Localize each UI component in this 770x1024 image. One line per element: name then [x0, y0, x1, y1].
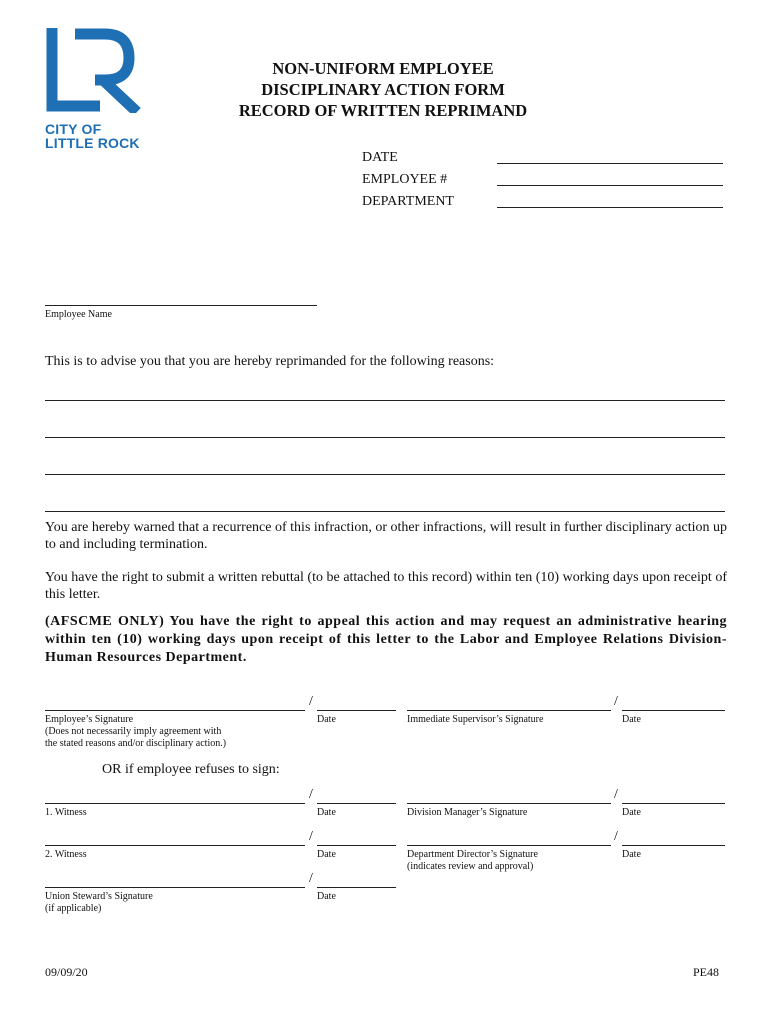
city-logo [45, 28, 145, 151]
logo-line-1: CITY OF [45, 121, 102, 137]
date-label: Date [622, 714, 641, 725]
date-label: Date [317, 891, 336, 902]
witness-1-date-field[interactable] [317, 803, 396, 804]
department-director-signature-note: (indicates review and approval) [407, 861, 534, 872]
union-steward-signature-note: (if applicable) [45, 903, 102, 914]
slash-separator: / [614, 787, 618, 802]
date-label: Date [317, 849, 336, 860]
slash-separator: / [309, 871, 313, 886]
slash-separator: / [614, 694, 618, 709]
title-line-3: RECORD OF WRITTEN REPRIMAND [238, 101, 528, 120]
department-field[interactable] [497, 207, 723, 208]
form-code: PE48 [693, 965, 720, 979]
employee-signature-note-2: the stated reasons and/or disciplinary action.) [45, 738, 227, 749]
reason-line-3[interactable] [45, 474, 725, 475]
supervisor-signature-field[interactable] [407, 710, 611, 711]
date-label: Date [317, 807, 336, 818]
slash-separator: / [309, 829, 313, 844]
slash-separator: / [309, 694, 313, 709]
employee-name-field[interactable] [45, 305, 317, 306]
department-label: DEPARTMENT [362, 194, 454, 209]
logo-line-2: LITTLE ROCK [45, 135, 140, 151]
slash-separator: / [309, 787, 313, 802]
date-label: Date [317, 714, 336, 725]
warning-paragraph: You are hereby warned that a recurrence of this infraction, or other infractions, will result in further disciplinary action up to and including termination. [45, 520, 727, 552]
division-manager-date-field[interactable] [622, 803, 725, 804]
supervisor-signature-date-field[interactable] [622, 710, 725, 711]
form-date: 09/09/20 [45, 965, 88, 979]
rebuttal-paragraph: You have the right to submit a written rebuttal (to be attached to this record) within ten (10) working days upon receipt of this letter. [45, 570, 727, 602]
witness-1-label: 1. Witness [45, 807, 87, 818]
union-steward-date-field[interactable] [317, 887, 396, 888]
department-director-signature-label: Department Director’s Signature [407, 849, 538, 860]
witness-1-signature-field[interactable] [45, 803, 305, 804]
afscme-paragraph: (AFSCME ONLY) You have the right to appeal this action and may request an administrative hearing within ten (10) working days upon receipt of this letter to the Labor and Employee Relations Division-Human Resources Department. [45, 614, 727, 665]
employee-number-label: EMPLOYEE # [362, 172, 448, 187]
date-field[interactable] [497, 163, 723, 164]
department-director-signature-field[interactable] [407, 845, 611, 846]
division-manager-signature-field[interactable] [407, 803, 611, 804]
reason-line-4[interactable] [45, 511, 725, 512]
employee-signature-label: Employee’s Signature [45, 714, 134, 725]
lr-logo-mark [45, 28, 145, 113]
supervisor-signature-label: Immediate Supervisor’s Signature [407, 714, 544, 725]
witness-2-date-field[interactable] [317, 845, 396, 846]
department-director-date-field[interactable] [622, 845, 725, 846]
employee-signature-date-field[interactable] [317, 710, 396, 711]
form-title [200, 58, 566, 121]
reason-line-2[interactable] [45, 437, 725, 438]
reasons-intro: This is to advise you that you are hereby reprimanded for the following reasons: [45, 354, 495, 369]
witness-2-label: 2. Witness [45, 849, 87, 860]
slash-separator: / [614, 829, 618, 844]
division-manager-signature-label: Division Manager’s Signature [407, 807, 528, 818]
title-line-2: DISCIPLINARY ACTION FORM [261, 80, 505, 99]
employee-name-label: Employee Name [45, 309, 112, 320]
date-label: Date [622, 807, 641, 818]
union-steward-signature-label: Union Steward’s Signature [45, 891, 153, 902]
title-line-1: NON-UNIFORM EMPLOYEE [272, 59, 494, 78]
date-label: Date [622, 849, 641, 860]
employee-signature-field[interactable] [45, 710, 305, 711]
reason-line-1[interactable] [45, 400, 725, 401]
employee-number-field[interactable] [497, 185, 723, 186]
employee-signature-note-1: (Does not necessarily imply agreement with [45, 726, 222, 737]
date-label: DATE [362, 150, 398, 165]
witness-2-signature-field[interactable] [45, 845, 305, 846]
refuse-text: OR if employee refuses to sign: [102, 762, 280, 777]
union-steward-signature-field[interactable] [45, 887, 305, 888]
